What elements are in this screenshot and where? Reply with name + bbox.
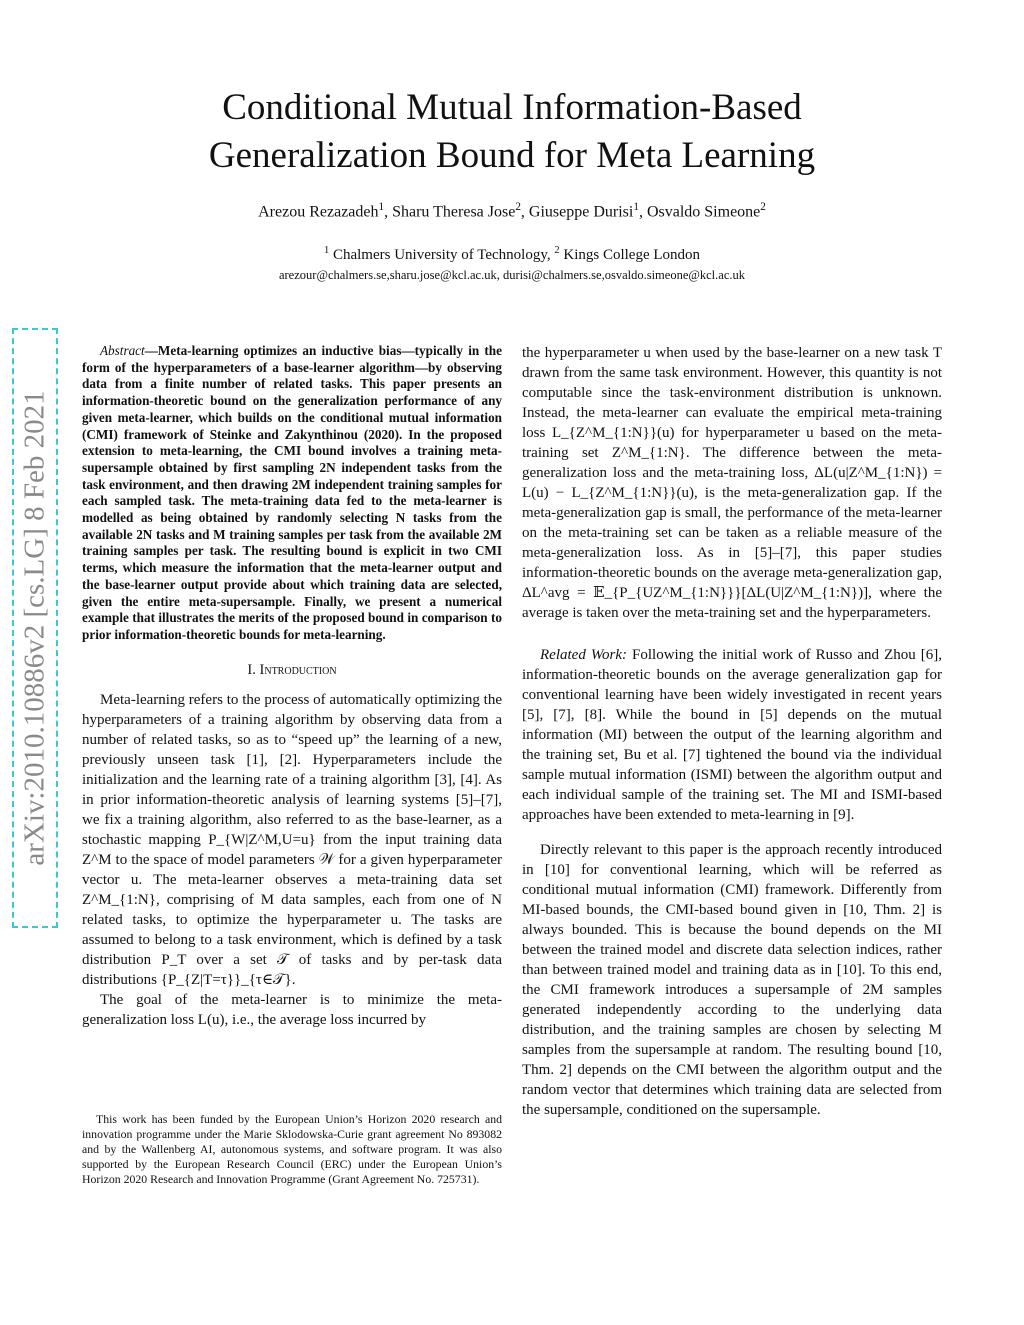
author-list: Arezou Rezazadeh$^1$, Sharu Theresa Jose$^2$, Giuseppe Durisi$^1$, Osvaldo Simeone$^2$	[258, 201, 766, 221]
related-work-label: Related Work:	[540, 647, 627, 663]
section-number: I.	[247, 661, 256, 678]
title-line-1: Conditional Mutual Information-Based	[222, 87, 802, 128]
cmi-paragraph: Directly relevant to this paper is the approach recently introduced in [10] for conventional learning, which will be referred as conditional mutual information (CMI) framework. Differently from MI-based bounds, the CMI-based bound given in [10, Thm. 2] is always bounded. This is because the bound depends on the MI between the trained model and discrete data selection indices, rather than between trained model and training data as in [10]. To this end, the CMI framework introduces a supersample of 2M samples generated independently according to the underlying data distribution, and the training samples are chosen by selecting M samples from the supersample at random. The resulting bound [10, Thm. 2] depends on the CMI between the algorithm output and the random vector that determines which training data are selected from the supersample, conditioned on the supersample.	[522, 842, 942, 1118]
paper-title	[0, 84, 1024, 180]
right-paragraph-1: the hyperparameter u when used by the base-learner on a new task T drawn from the same task environment. However, this quantity is not computable since the task-environment distribution is unknown. Instead, the meta-learner can evaluate the empirical meta-training loss L_{Z^M_{1:N}}(u) for hyperparameter u based on the meta-training set Z^M_{1:N}. The difference between the meta-generalization loss and the meta-training loss, ΔL(u|Z^M_{1:N}) = L(u) − L_{Z^M_{1:N}}(u), is the meta-generalization gap. If the meta-generalization gap is small, the performance of the meta-learner on the meta-training set can be taken as a reliable measure of the meta-generalization loss. As in [5]–[7], this paper studies information-theoretic bounds on the average meta-generalization gap, ΔL^avg = 𝔼_{P_{UZ^M_{1:N}}}[ΔL(U|Z^M_{1:N})], where the average is taken over the meta-training set and the hyperparameters.	[522, 345, 942, 621]
abstract-text: —Meta-learning optimizes an inductive bias—typically in the form of the hyperparameters of a base-learner algorithm—by observing data from a finite number of related tasks. This paper presents an information-theoretic bound on the generalization performance of any given meta-learner, which builds on the conditional mutual information (CMI) framework of Steinke and Zakynthinou (2020). In the proposed extension to meta-learning, the CMI bound involves a training meta-supersample obtained by first sampling 2N independent tasks from the task environment, and then drawing 2M independent training samples for each sampled task. The meta-training data fed to the meta-learner is modelled as being obtained by randomly selecting N tasks from the available 2N tasks and M training samples per task from the available 2M training samples per task. The resulting bound is explicit in two CMI terms, which measure the information that the meta-learner output and the base-learner output provide about which training data are selected, given the entire meta-supersample. Finally, we present a numerical example that illustrates the merits of the proposed bound in comparison to prior information-theoretic bounds for meta-learning.	[82, 343, 502, 642]
affiliations: $^1$ Chalmers University of Technology, $^2$ Kings College London	[323, 245, 701, 263]
author-1: Arezou Rezazadeh	[258, 203, 379, 221]
author-2: Sharu Theresa Jose	[392, 203, 516, 221]
related-work-paragraph	[522, 645, 942, 825]
author-emails: arezour@chalmers.se,sharu.jose@kcl.ac.uk, durisi@chalmers.se,osvaldo.simeone@kcl.ac.uk	[278, 268, 746, 282]
author-4: Osvaldo Simeone	[646, 203, 761, 221]
affiliation-1: Chalmers University of Technology,	[332, 247, 551, 263]
left-column	[82, 343, 502, 1030]
author-3: Giuseppe Durisi	[528, 203, 634, 221]
right-column	[522, 343, 942, 1120]
section-heading-introduction	[82, 660, 502, 680]
title-line-2: Generalization Bound for Meta Learning	[208, 135, 816, 176]
funding-footnote: This work has been funded by the European Union’s Horizon 2020 research and innovation programme under the Marie Sklodowska-Curie grant agreement No 893082 and by the Wallenberg AI, autonomous systems, and software program. It was also supported by the European Research Council (ERC) under the European Union’s Horizon 2020 Research and Innovation Programme (Grant Agreement No. 725731).	[82, 1112, 502, 1186]
abstract-label: Abstract	[100, 343, 145, 358]
intro-paragraph-1: Meta-learning refers to the process of automatically optimizing the hyperparameters of a training algorithm by observing data from a number of related tasks, so as to “speed up” the learning of a new, previously unseen task [1], [2]. Hyperparameters include the initialization and the learning rate of a training algorithm [3], [4]. As in prior information-theoretic analysis of learning systems [5]–[7], we fix a training algorithm, also referred to as the base-learner, as a stochastic mapping P_{W|Z^M,U=u} from the input training data Z^M to the space of model parameters 𝒲 for a given hyperparameter vector u. The meta-learner observes a meta-training data set Z^M_{1:N}, comprising of M data samples, each from one of N related tasks, to optimize the hyperparameter u. The tasks are assumed to belong to a task environment, which is defined by a task distribution P_T over a set 𝒯 of tasks and by per-task data distributions {P_{Z|T=τ}}_{τ∈𝒯}.	[82, 691, 502, 988]
arxiv-id: arXiv:2010.10886v2 [cs.LG] 8 Feb 2021	[18, 390, 51, 866]
related-work-text: Following the initial work of Russo and Zhou [6], information-theoretic bounds on the average generalization gap for conventional learning have been widely investigated in recent years [5], [7], [8]. While the bound in [5] depends on the mutual information (MI) between the output of the learning algorithm and the training set, Bu et al. [7] tightened the bound via the individual sample mutual information (ISMI) between the algorithm output and each individual sample of the training set. The MI and ISMI-based approaches have been extended to meta-learning in [9].	[522, 647, 943, 823]
arxiv-stamp[interactable]	[12, 328, 58, 928]
affiliation-2: Kings College London	[563, 247, 701, 263]
intro-paragraph-2: The goal of the meta-learner is to minimize the meta-generalization loss L(u), i.e., the average loss incurred by	[82, 991, 502, 1028]
section-title: Introduction	[259, 661, 337, 678]
abstract	[82, 343, 502, 644]
